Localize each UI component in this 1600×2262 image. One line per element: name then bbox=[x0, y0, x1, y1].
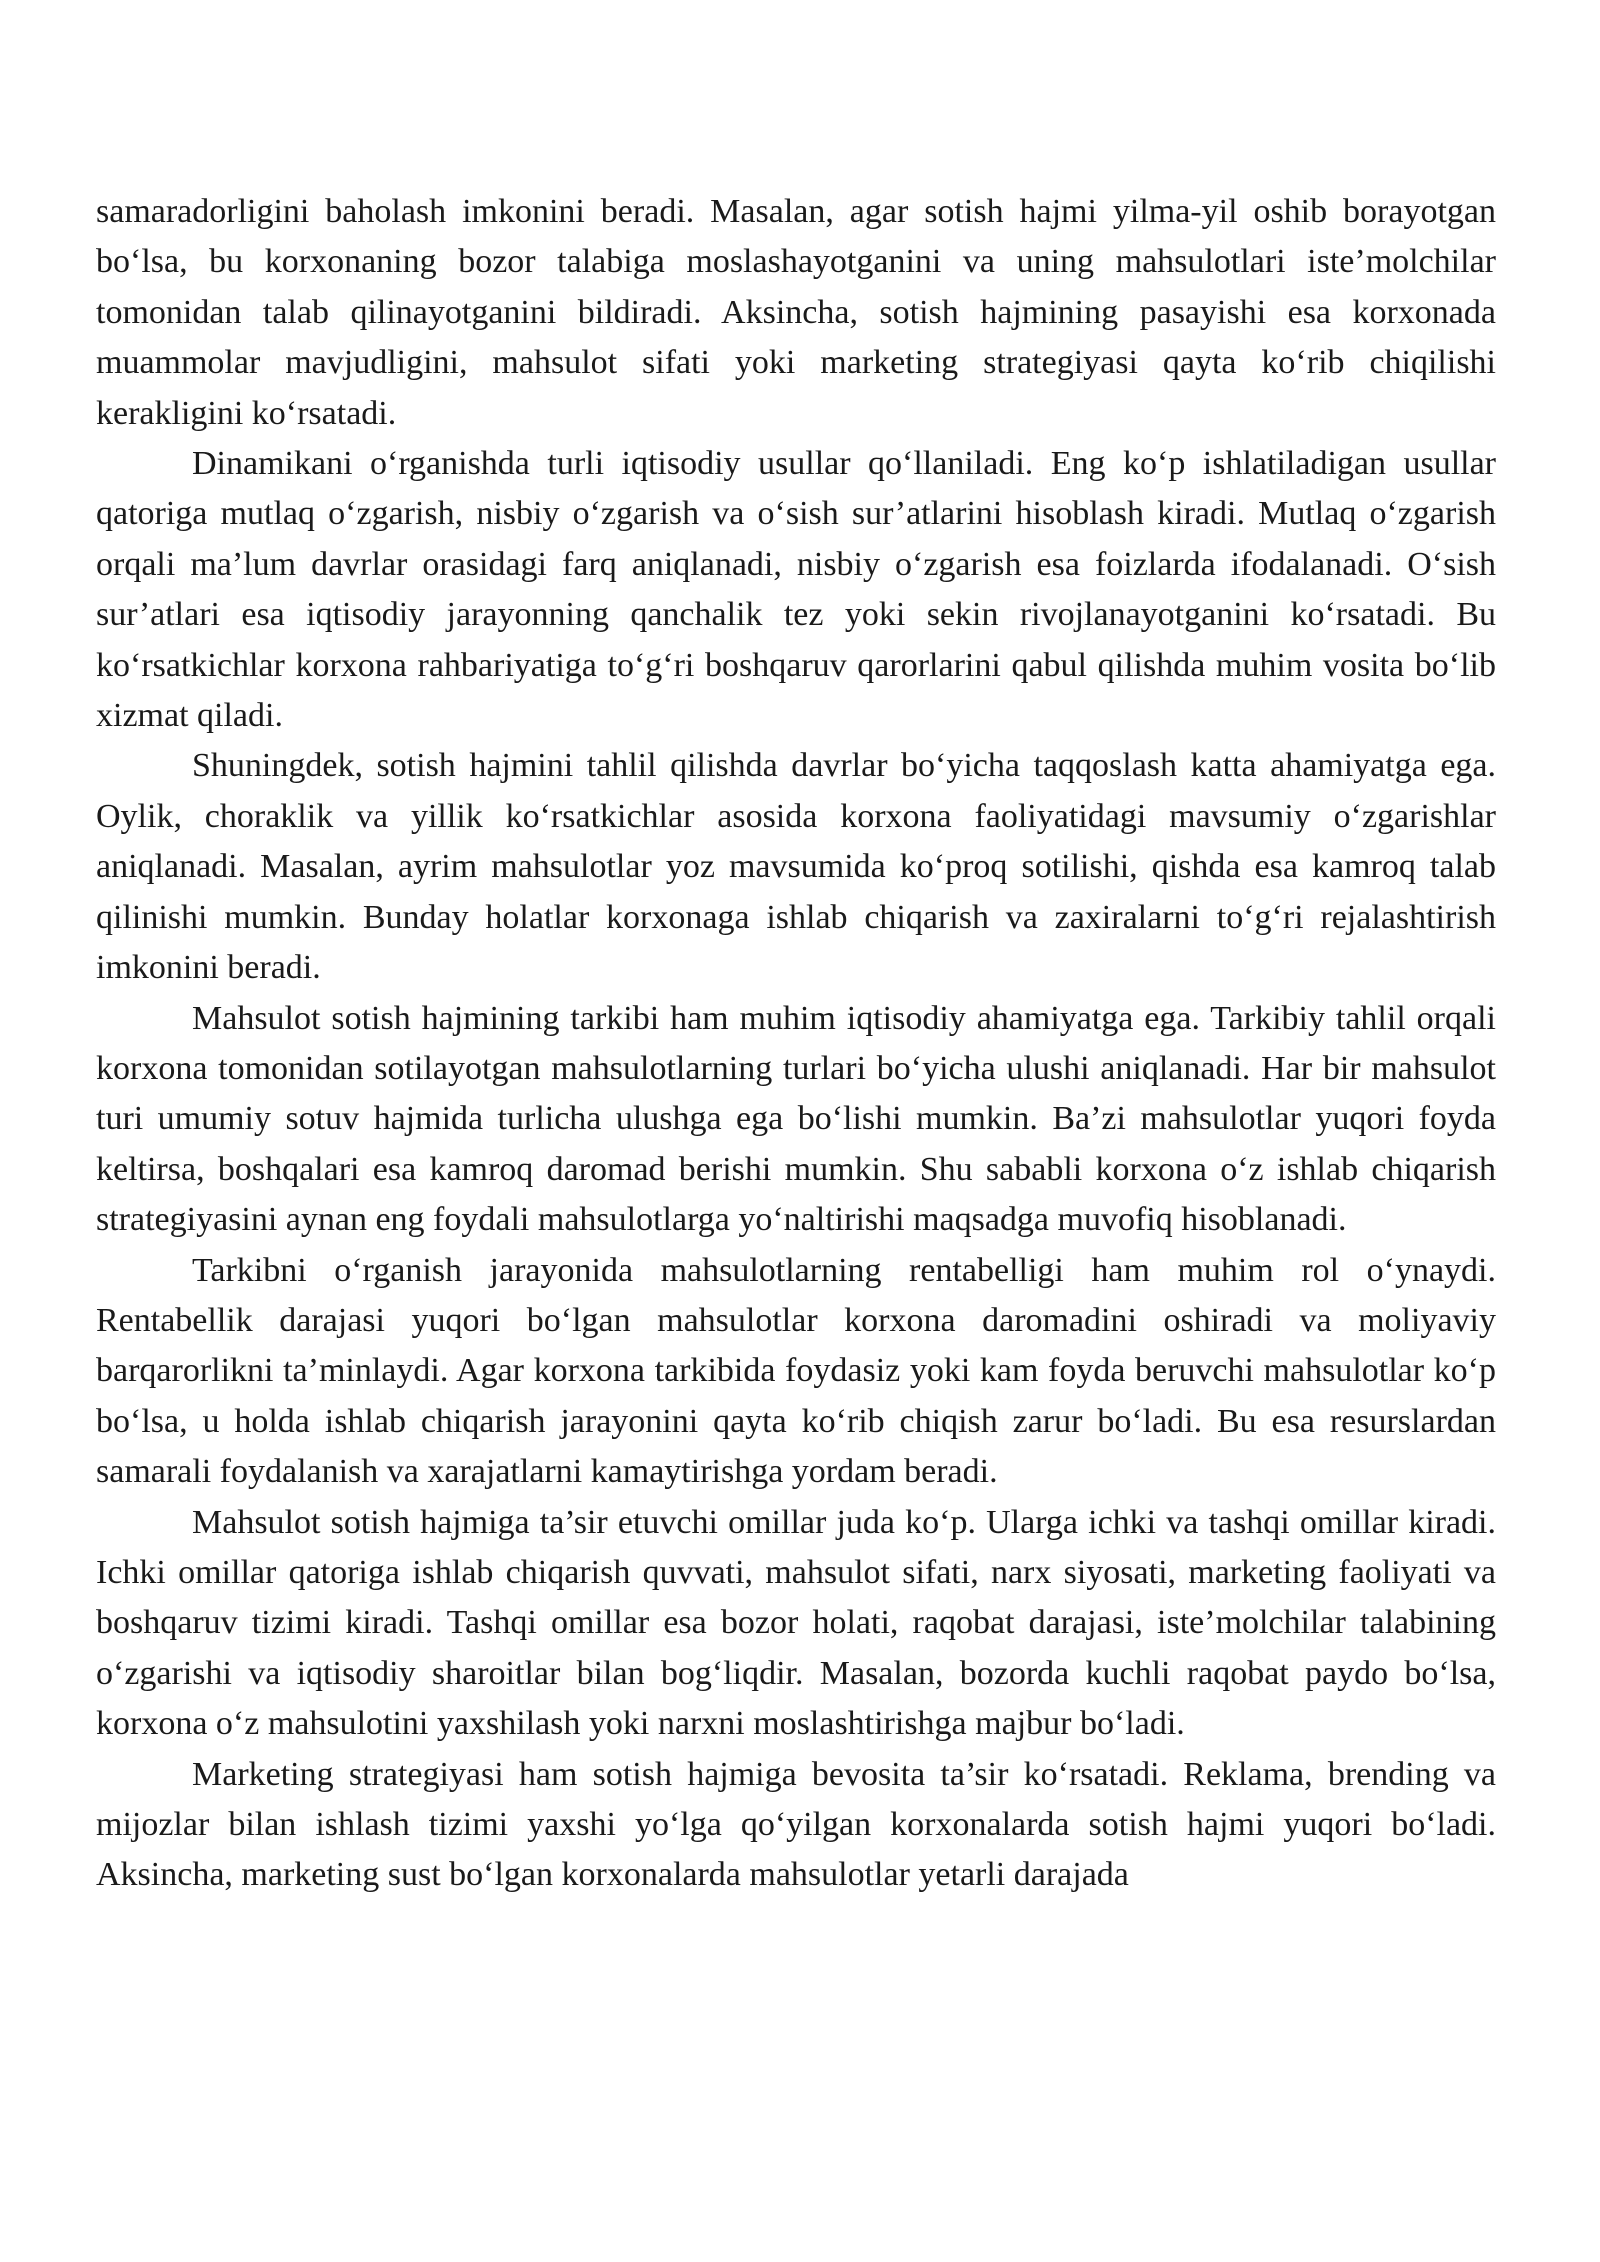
body-text bbox=[96, 187, 1496, 1901]
paragraph-period-comparison: Shuningdek, sotish hajmini tahlil qilishda davrlar bo‘yicha taqqoslash katta ahamiyatga ega. Oylik, choraklik va yillik ko‘rsatkichlar asosida korxona faoliyatidagi mavsumiy o‘zgarishlar aniqlanadi. Masalan, ayrim mahsulotlar yoz mavsumida ko‘proq sotilishi, qishda esa kamroq talab qilinishi mumkin. Bunday holatlar korxonaga ishlab chiqarish va zaxiralarni to‘g‘ri rejalashtirish imkonini beradi. bbox=[96, 747, 1496, 987]
paragraph-profitability: Tarkibni o‘rganish jarayonida mahsulotlarning rentabelligi ham muhim rol o‘ynaydi. Rentabellik darajasi yuqori bo‘lgan mahsulotlar korxona daromadini oshiradi va moliyaviy barqarorlikni ta’minlaydi. Agar korxona tarkibida foydasiz yoki kam foyda beruvchi mahsulotlar ko‘p bo‘lsa, u holda ishlab chiqarish jarayonini qayta ko‘rib chiqish zarur bo‘ladi. Bu esa resurslardan samarali foydalanish va xarajatlarni kamaytirishga yordam beradi. bbox=[96, 1251, 1496, 1491]
paragraph-marketing-strategy: Marketing strategiyasi ham sotish hajmiga bevosita ta’sir ko‘rsatadi. Reklama, brending va mijozlar bilan ishlash tizimi yaxshi yo‘lga qo‘yilgan korxonalarda sotish hajmi yuqori bo‘ladi. Aksincha, marketing sust bo‘lgan korxonalarda mahsulotlar yetarli darajada bbox=[96, 1755, 1496, 1894]
paragraph-continuation: samaradorligini baholash imkonini beradi. Masalan, agar sotish hajmi yilma-yil oshib borayotgan bo‘lsa, bu korxonaning bozor talabiga moslashayotganini va uning mahsulotlari iste’molchilar tomonidan talab qilinayotganini bildiradi. Aksincha, sotish hajmining pasayishi esa korxonada muammolar mavjudligini, mahsulot sifati yoki marketing strategiyasi qayta ko‘rib chiqilishi kerakligini ko‘rsatadi. bbox=[96, 193, 1496, 432]
paragraph-influencing-factors: Mahsulot sotish hajmiga ta’sir etuvchi omillar juda ko‘p. Ularga ichki va tashqi omillar kiradi. Ichki omillar qatoriga ishlab chiqarish quvvati, mahsulot sifati, narx siyosati, marketing faoliyati va boshqaruv tizimi kiradi. Tashqi omillar esa bozor holati, raqobat darajasi, iste’molchilar talabining o‘zgarishi va iqtisodiy sharoitlar bilan bog‘liqdir. Masalan, bozorda kuchli raqobat paydo bo‘lsa, korxona o‘z mahsulotini yaxshilash yoki narxni moslashtirishga majbur bo‘ladi. bbox=[96, 1503, 1496, 1743]
paragraph-dynamics-methods: Dinamikani o‘rganishda turli iqtisodiy usullar qo‘llaniladi. Eng ko‘p ishlatiladigan usullar qatoriga mutlaq o‘zgarish, nisbiy o‘zgarish va o‘sish sur’atlarini hisoblash kiradi. Mutlaq o‘zgarish orqali ma’lum davrlar orasidagi farq aniqlanadi, nisbiy o‘zgarish esa foizlarda ifodalanadi. O‘sish sur’atlari esa iqtisodiy jarayonning qanchalik tez yoki sekin rivojlanayotganini ko‘rsatadi. Bu ko‘rsatkichlar korxona rahbariyatiga to‘g‘ri boshqaruv qarorlarini qabul qilishda muhim vosita bo‘lib xizmat qiladi. bbox=[96, 445, 1496, 735]
paragraph-sales-structure: Mahsulot sotish hajmining tarkibi ham muhim iqtisodiy ahamiyatga ega. Tarkibiy tahlil orqali korxona tomonidan sotilayotgan mahsulotlarning turlari bo‘yicha ulushi aniqlanadi. Har bir mahsulot turi umumiy sotuv hajmida turlicha ulushga ega bo‘lishi mumkin. Ba’zi mahsulotlar yuqori foyda keltirsa, boshqalari esa kamroq daromad berishi mumkin. Shu sababli korxona o‘z ishlab chiqarish strategiyasini aynan eng foydali mahsulotlarga yo‘naltirishi maqsadga muvofiq hisoblanadi. bbox=[96, 999, 1496, 1239]
